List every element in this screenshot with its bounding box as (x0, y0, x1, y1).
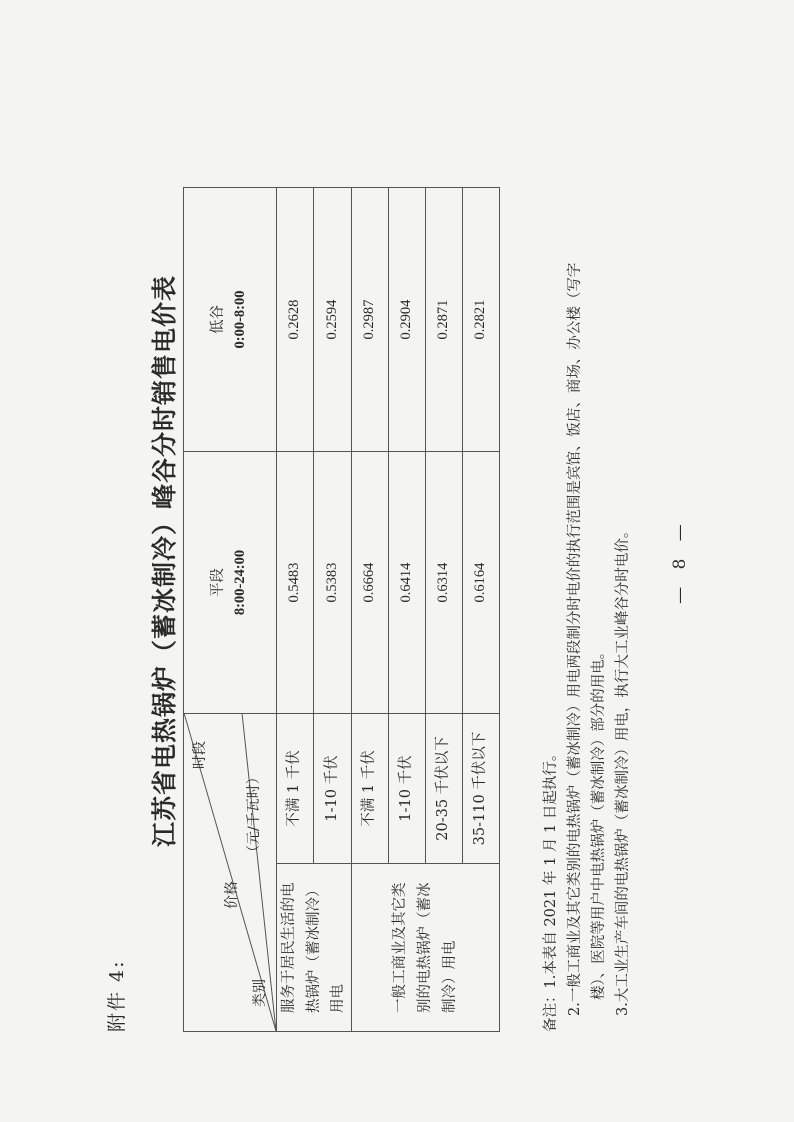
valley-band-hours: 0:00-8:00 (232, 290, 248, 349)
flat-price: 0.6164 (462, 452, 499, 714)
price-label: 价格 (224, 881, 240, 909)
unit-label: （元/千瓦时） (246, 770, 262, 859)
flat-price: 0.6314 (425, 452, 462, 714)
price-table (183, 187, 500, 1032)
valley-price: 0.2628 (277, 188, 314, 452)
group-residential: 服务于居民生活的电热锅炉（蓄冰制冷）用电 (277, 864, 352, 1032)
flat-price: 0.5383 (314, 452, 351, 714)
valley-price: 0.2594 (314, 188, 351, 452)
time-label: 时段 (192, 741, 208, 769)
table-row (351, 188, 388, 1032)
valley-price: 0.2821 (462, 188, 499, 452)
page-number: — 8 — (670, 518, 690, 604)
voltage-level: 20-35 千伏以下 (425, 714, 462, 864)
flat-band-hours: 8:00-24:00 (232, 549, 248, 616)
valley-band-header (184, 188, 277, 452)
valley-price: 0.2904 (388, 188, 425, 452)
flat-price: 0.6664 (351, 452, 388, 714)
table-header-row (184, 188, 277, 1032)
flat-price: 0.6414 (388, 452, 425, 714)
valley-price: 0.2987 (351, 188, 388, 452)
table-row (277, 188, 314, 1032)
flat-price: 0.5483 (277, 452, 314, 714)
group-commercial: 一般工商业及其它类别的电热锅炉（蓄冰制冷）用电 (351, 864, 499, 1032)
valley-price: 0.2871 (425, 188, 462, 452)
voltage-level: 1-10 千伏 (314, 714, 351, 864)
voltage-level: 1-10 千伏 (388, 714, 425, 864)
diagonal-header-cell (184, 714, 277, 1032)
voltage-level: 不满 1 千伏 (351, 714, 388, 864)
notes-section (540, 132, 636, 1032)
voltage-level: 35-110 千伏以下 (462, 714, 499, 864)
attachment-label: 附件 4: (106, 959, 128, 1032)
document-title: 江苏省电热锅炉（蓄冰制冷）峰谷分时销售电价表 (150, 275, 179, 848)
note-2: 2.一般工商业及其它类别的电热锅炉（蓄冰制冷）用电两段制分时电价的执行范围是宾馆、饭店、商场、办公楼（写字 (566, 262, 583, 1016)
note-1: 备注：1.本表自 2021 年 1 月 1 日起执行。 (543, 746, 559, 1032)
flat-band-name: 平段 (210, 568, 227, 597)
voltage-level: 不满 1 千伏 (277, 714, 314, 864)
note-2-continued: 楼）、医院等用户中电热锅炉（蓄冰制冷）部分的用电。 (590, 644, 607, 1000)
category-label: 类别 (252, 979, 268, 1007)
valley-band-name: 低谷 (210, 305, 227, 334)
note-3: 3.大工业生产车间的电热锅炉（蓄冰制冷）用电，执行大工业峰谷分时电价。 (614, 523, 631, 1016)
flat-band-header (184, 452, 277, 714)
